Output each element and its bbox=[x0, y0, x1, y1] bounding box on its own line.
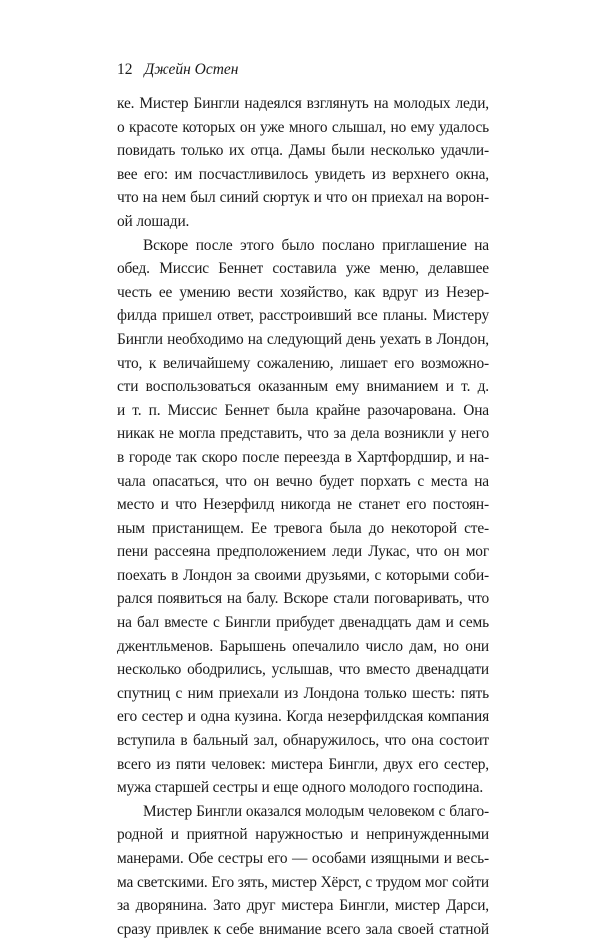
text-line: на бал вместе с Бингли прибудет двенадцать дам и семь bbox=[117, 614, 489, 632]
text-line: манерами. Обе сестры его — особами изящными и весь- bbox=[117, 850, 489, 867]
page-number: 12 bbox=[117, 61, 133, 78]
text-line: вступила в бальный зал, обнаружилось, что она состоит bbox=[117, 732, 489, 750]
text-line: ой лошади. bbox=[117, 212, 190, 230]
text-line: обед. Миссис Беннет составила уже меню, делавшее bbox=[117, 260, 489, 278]
text-line: сти воспользоваться оказанным ему вниманием и т. д. bbox=[117, 378, 489, 396]
paragraph-first-line: Вскоре после этого было послано приглашение на bbox=[143, 236, 489, 254]
text-line: поехать в Лондон за своими друзьями, с которыми соби- bbox=[117, 566, 489, 584]
text-line: о красоте которых он уже много слышал, но ему удалось bbox=[117, 118, 489, 136]
text-line: родной и приятной наружностью и непринужденными bbox=[117, 826, 489, 844]
text-line: вее его: им посчастливилось увидеть из верхнего окна, bbox=[117, 165, 489, 183]
body-text bbox=[117, 92, 489, 941]
text-line: и т. п. Миссис Беннет была крайне разочарована. Она bbox=[117, 401, 489, 419]
text-line: ным пристанищем. Ее тревога была до некоторой сте- bbox=[117, 519, 489, 537]
text-line: мужа старшей сестры и еще одного молодого господина. bbox=[117, 779, 484, 797]
text-line: ма светскими. Его зять, мистер Хёрст, с трудом мог сойти bbox=[117, 873, 489, 891]
running-head bbox=[117, 60, 238, 80]
text-line: рался появиться на балу. Вскоре стали поговаривать, что bbox=[117, 590, 489, 608]
text-line: никак не могла представить, что за дела возникли у него bbox=[117, 425, 489, 443]
text-line: чала опасаться, что он вечно будет порхать с места на bbox=[117, 472, 489, 490]
text-line: Бингли необходимо на следующий день уехать в Лондон, bbox=[117, 330, 489, 348]
text-line: за дворянина. Зато друг мистера Бингли, мистер Дарси, bbox=[117, 897, 489, 915]
text-line: что на нем был синий сюртук и что он приехал на ворон- bbox=[117, 189, 489, 207]
text-line: всего из пяти человек: мистера Бингли, двух его сестер, bbox=[117, 755, 489, 773]
text-line: ке. Мистер Бингли надеялся взглянуть на молодых леди, bbox=[117, 95, 489, 112]
text-line: филда пришел ответ, расстроивший все планы. Мистеру bbox=[117, 307, 489, 325]
text-line: честь ее умению вести хозяйство, как вдруг из Незер- bbox=[117, 283, 489, 301]
text-line: что, к величайшему сожалению, лишает его возможно- bbox=[117, 354, 489, 372]
text-line: в городе так скоро после переезда в Хартфордшир, и на- bbox=[117, 448, 489, 466]
text-line: джентльменов. Барышень опечалило число дам, но они bbox=[117, 637, 489, 655]
text-line: спутниц с ним приехали из Лондона только шесть: пять bbox=[117, 684, 489, 702]
text-line: пени рассеяна предположением леди Лукас, что он мог bbox=[117, 543, 489, 561]
text-line: его сестер и одна кузина. Когда незерфилдская компания bbox=[117, 708, 489, 726]
text-line: место и что Незерфилд никогда не станет его постоян- bbox=[117, 496, 489, 514]
text-line: сразу привлек к себе внимание всего зала своей статной bbox=[117, 920, 489, 938]
running-head-author: Джейн Остен bbox=[144, 61, 239, 78]
text-line: несколько ободрились, услышав, что вместо двенадцати bbox=[117, 661, 489, 679]
paragraph-first-line: Мистер Бингли оказался молодым человеком с благо- bbox=[143, 802, 489, 820]
text-line: повидать только их отца. Дамы были несколько удачли- bbox=[117, 142, 489, 160]
